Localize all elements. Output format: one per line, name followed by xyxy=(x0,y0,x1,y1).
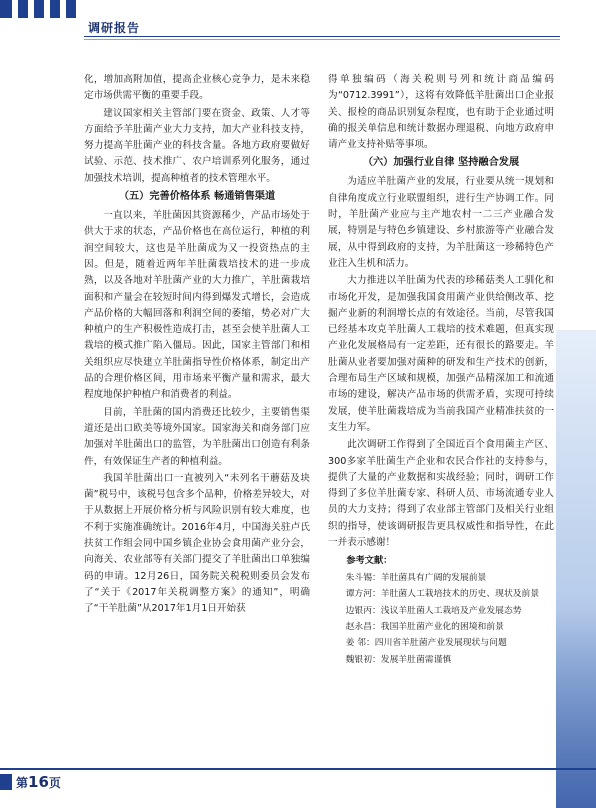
reference-item: 朱斗锡：羊肚菌具有广阔的发展前景 xyxy=(345,572,487,583)
reference-item: 边银丙：浅议羊肚菌人工栽培及产业发展态势 xyxy=(345,605,522,616)
footer-marker xyxy=(0,774,12,790)
paragraph: 化，增加高附加值，提高企业核心竞争力，是未来稳定市场供需平衡的重要手段。 xyxy=(84,74,310,102)
right-column xyxy=(328,72,554,668)
paragraph: 目前，羊肚菌的国内消费还比较少，主要销售渠道还是出口欧美等境外国家。国家海关和商务部门应加强对羊肚菌出口的监管，为羊肚菌出口创造有利条件，有效保证生产者的种植利益。 xyxy=(84,406,310,467)
page-suffix: 页 xyxy=(48,776,61,790)
left-column xyxy=(84,72,310,619)
paragraph: 为适应羊肚菌产业的发展，行业要从统一规划和自律角度成立行业联盟组织，进行生产协调工作。同时，羊肚菌产业应与主产地农村一二三产业融合发展，特别是与特色乡镇建设、乡村旅游等产业融合发展，从中得到政府的支持，为羊肚菌这一珍稀特色产业注入生机和活力。 xyxy=(328,176,554,269)
section-heading: （五）完善价格体系 畅通销售渠道 xyxy=(118,191,276,203)
section-heading: （六）加强行业自律 坚持融合发展 xyxy=(362,157,520,169)
page-prefix: 第 xyxy=(16,776,29,790)
references xyxy=(328,553,554,668)
header-decoration xyxy=(0,0,90,18)
reference-item: 赵永昌：我国羊肚菌产业化的困境和前景 xyxy=(345,621,504,632)
reference-item: 谭方河：羊肚菌人工栽培技术的历史、现状及前景 xyxy=(345,589,540,600)
page-num: 16 xyxy=(28,773,49,791)
header-rule xyxy=(84,36,560,37)
section-title: 调研报告 xyxy=(88,21,141,35)
paragraph: 大力推进以羊肚菌为代表的珍稀菇类人工驯化和市场化开发，是加强我国食用菌产业供给侧改革、挖掘产业新的利润增长点的有效途径。当前，尽管我国已经基本攻克羊肚菌人工栽培的技术难题，但真实现产业化发展格局有一定差距，还有很长的路要走。羊肚菌从业者要加强对菌种的研发和生产技术的创新，合理布局生产区域和规模，加强产品精深加工和流通市场的建设，解决产品市场的供需矛盾，实现可持续发展，使羊肚菌栽培成为当前我国产业精准扶贫的一支生力军。 xyxy=(328,275,554,433)
page-number xyxy=(16,773,61,791)
reference-item: 姜 邻：四川省羊肚菌产业发展现状与问题 xyxy=(345,638,507,649)
header-rule-secondary xyxy=(84,39,560,40)
footer-rule xyxy=(0,768,596,770)
references-title: 参考文献： xyxy=(346,555,393,567)
side-decoration-shade xyxy=(556,610,596,808)
paragraph: 我国羊肚菌出口一直被列入“未列名干蘑菇及块菌”税号中，该税号包含多个品种，价格差异较大，对于从数据上开展价格分析与风险识别有较大难度，也不利于实施准确统计。2016年4月，中国海关驻卢氏扶贫工作组会同中国乡镇企业协会食用菌产业分会，向海关、农业部等有关部门提交了羊肚菌出口单独编码的申请。12月26日，国务院关税税则委员会发布了“关于《2017年关税调整方案》的通知”，明确了“干羊肚菌”从2017年1月1日开始获 xyxy=(84,472,310,615)
paragraph: 建议国家相关主管部门要在资金、政策、人才等方面给予羊肚菌产业大力支持，加大产业科技支持，努力提高羊肚菌产业的科技含量。各地方政府要做好试验、示范、技术推广、农户培训系列化服务，通过加强技术培训，提高种植者的技术管理水平。 xyxy=(84,107,310,184)
paragraph: 此次调研工作得到了全国近百个食用菌主产区、300多家羊肚菌生产企业和农民合作社的支持参与，提供了大量的产业数据和实战经验；同时，调研工作得到了多位羊肚菌专家、科研人员、市场流通专业人员的大力支持；得到了农业部主管部门及相关行业组织的指导，使该调研报告更具权威性和指导性，在此一并表示感谢！ xyxy=(328,439,554,549)
reference-item: 魏银初：发展羊肚菌需谨慎 xyxy=(345,654,452,665)
paragraph: 一直以来，羊肚菌因其资源稀少，产品市场处于供大于求的状态，产品价格也在高位运行，种植的利润空间较大，这也是羊肚菌成为又一投资热点的主因。但是，随着近两年羊肚菌栽培技术的进一步成熟，以及各地对羊肚菌产业的大力推广，羊肚菌栽培面积和产量会在较短时间内得到爆发式增长，会造成产品价格的大幅回落和利润空间的萎缩，势必对广大种植户的生产积极性造成打击，甚至会使羊肚菌人工栽培的模式推广陷入僵局。因此，国家主管部门和相关组织应尽快建立羊肚菌指导性价格体系，制定出产品的合理价格区间，用市场来平衡产量和需求，最大程度地保护种植户和消费者的利益。 xyxy=(84,210,310,401)
paragraph: 得单独编码（海关税则号列和统计商品编码为“0712.3991”），这将有效降低羊肚菌出口企业报关、报检的商品识别复杂程度，也有助于企业通过明确的报关单信息和统计数据办理退税、向地方政府申请产业支持补贴等事项。 xyxy=(328,74,554,151)
